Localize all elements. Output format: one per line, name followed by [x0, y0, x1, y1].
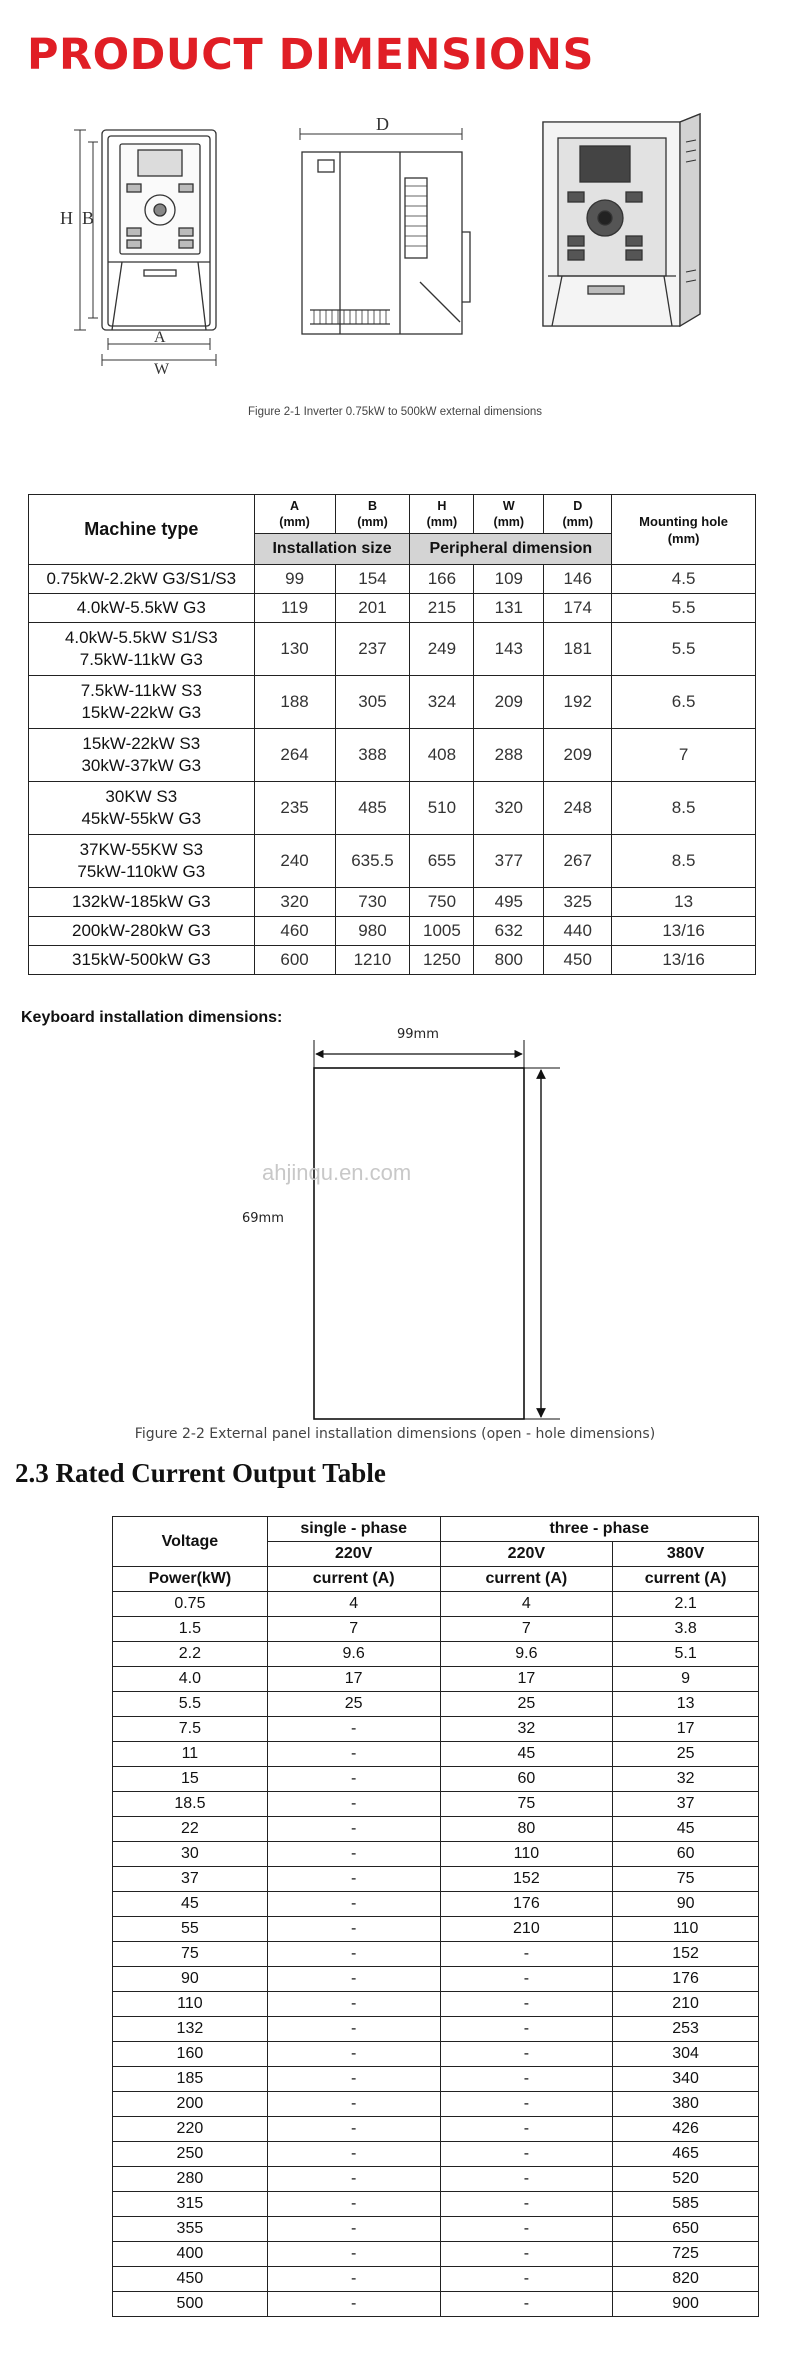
- three-380v-current-cell: 650: [613, 2217, 759, 2242]
- rated-current-table: [112, 1516, 759, 2317]
- table-row: [113, 2042, 759, 2067]
- rated-current-body: [113, 1592, 759, 2317]
- power-cell: 75: [113, 1942, 268, 1967]
- dimensions-table: [28, 494, 756, 975]
- single-220v-current-cell: -: [267, 2242, 440, 2267]
- power-cell: 185: [113, 2067, 268, 2092]
- table-row: [29, 565, 756, 594]
- table-row: [113, 1892, 759, 1917]
- single-220v-current-cell: -: [267, 2192, 440, 2217]
- three-220v-current-cell: -: [440, 2092, 613, 2117]
- three-220v-current-cell: -: [440, 2292, 613, 2317]
- three-380v-current-cell: 900: [613, 2292, 759, 2317]
- header-installation-size: Installation size: [254, 534, 410, 565]
- three-220v-current-cell: -: [440, 1942, 613, 1967]
- mounting-hole-cell: 8.5: [612, 782, 756, 835]
- single-220v-current-cell: -: [267, 2142, 440, 2167]
- single-220v-current-cell: 4: [267, 1592, 440, 1617]
- power-cell: 160: [113, 2042, 268, 2067]
- power-cell: 132: [113, 2017, 268, 2042]
- header-current-three-380: current (A): [613, 1567, 759, 1592]
- power-cell: 37: [113, 1867, 268, 1892]
- three-220v-current-cell: 45: [440, 1742, 613, 1767]
- single-220v-current-cell: 7: [267, 1617, 440, 1642]
- three-220v-current-cell: 9.6: [440, 1642, 613, 1667]
- a-cell: 235: [254, 782, 335, 835]
- three-380v-current-cell: 45: [613, 1817, 759, 1842]
- three-220v-current-cell: 110: [440, 1842, 613, 1867]
- table-row: [29, 623, 756, 676]
- single-220v-current-cell: -: [267, 1767, 440, 1792]
- table-row: [113, 2167, 759, 2192]
- power-cell: 250: [113, 2142, 268, 2167]
- machine-type-cell: 4.0kW-5.5kW S1/S3 7.5kW-11kW G3: [29, 623, 255, 676]
- table-row: [113, 1917, 759, 1942]
- single-220v-current-cell: -: [267, 2117, 440, 2142]
- three-220v-current-cell: 210: [440, 1917, 613, 1942]
- d-cell: 450: [544, 946, 612, 975]
- three-380v-current-cell: 5.1: [613, 1642, 759, 1667]
- h-cell: 324: [410, 676, 474, 729]
- table-row: [113, 2242, 759, 2267]
- a-cell: 264: [254, 729, 335, 782]
- w-cell: 377: [474, 835, 544, 888]
- three-380v-current-cell: 380: [613, 2092, 759, 2117]
- three-380v-current-cell: 9: [613, 1667, 759, 1692]
- mounting-hole-cell: 6.5: [612, 676, 756, 729]
- header-single-phase: single - phase: [267, 1517, 440, 1542]
- three-220v-current-cell: -: [440, 2267, 613, 2292]
- three-380v-current-cell: 340: [613, 2067, 759, 2092]
- table-row: [113, 1992, 759, 2017]
- single-220v-current-cell: -: [267, 1792, 440, 1817]
- machine-type-cell: 37KW-55KW S3 75kW-110kW G3: [29, 835, 255, 888]
- machine-type-cell: 132kW-185kW G3: [29, 888, 255, 917]
- page-title: PRODUCT DIMENSIONS: [27, 30, 594, 80]
- three-220v-current-cell: 176: [440, 1892, 613, 1917]
- power-cell: 450: [113, 2267, 268, 2292]
- power-cell: 110: [113, 1992, 268, 2017]
- h-cell: 655: [410, 835, 474, 888]
- three-380v-current-cell: 520: [613, 2167, 759, 2192]
- single-220v-current-cell: -: [267, 2217, 440, 2242]
- power-cell: 15: [113, 1767, 268, 1792]
- three-380v-current-cell: 820: [613, 2267, 759, 2292]
- three-220v-current-cell: 25: [440, 1692, 613, 1717]
- mounting-hole-cell: 13: [612, 888, 756, 917]
- header-mounting-hole: [612, 495, 756, 565]
- machine-type-cell: 0.75kW-2.2kW G3/S1/S3: [29, 565, 255, 594]
- b-cell: 154: [335, 565, 410, 594]
- power-cell: 500: [113, 2292, 268, 2317]
- three-380v-current-cell: 17: [613, 1717, 759, 1742]
- machine-type-cell: 315kW-500kW G3: [29, 946, 255, 975]
- machine-type-cell: 200kW-280kW G3: [29, 917, 255, 946]
- table-row: [113, 1642, 759, 1667]
- b-cell: 305: [335, 676, 410, 729]
- three-220v-current-cell: -: [440, 2117, 613, 2142]
- mounting-hole-cell: 5.5: [612, 623, 756, 676]
- power-cell: 11: [113, 1742, 268, 1767]
- b-cell: 730: [335, 888, 410, 917]
- w-cell: 320: [474, 782, 544, 835]
- table-row: [113, 1867, 759, 1892]
- power-cell: 220: [113, 2117, 268, 2142]
- header-current-single-220: current (A): [267, 1567, 440, 1592]
- power-cell: 2.2: [113, 1642, 268, 1667]
- table-row: [113, 2092, 759, 2117]
- b-cell: 485: [335, 782, 410, 835]
- w-cell: 131: [474, 594, 544, 623]
- header-d: [544, 495, 612, 534]
- power-cell: 315: [113, 2192, 268, 2217]
- header-b: [335, 495, 410, 534]
- h-cell: 1250: [410, 946, 474, 975]
- three-220v-current-cell: -: [440, 2067, 613, 2092]
- d-cell: 192: [544, 676, 612, 729]
- table-row: [113, 1792, 759, 1817]
- table-row: [113, 2292, 759, 2317]
- watermark: ahjinqu.en.com: [262, 1160, 412, 1185]
- three-220v-current-cell: 75: [440, 1792, 613, 1817]
- h-cell: 408: [410, 729, 474, 782]
- w-cell: 495: [474, 888, 544, 917]
- single-220v-current-cell: -: [267, 1742, 440, 1767]
- table-row: [29, 676, 756, 729]
- power-cell: 22: [113, 1817, 268, 1842]
- single-220v-current-cell: -: [267, 1817, 440, 1842]
- power-cell: 400: [113, 2242, 268, 2267]
- w-cell: 143: [474, 623, 544, 676]
- h-cell: 1005: [410, 917, 474, 946]
- three-380v-current-cell: 2.1: [613, 1592, 759, 1617]
- machine-type-cell: 15kW-22kW S3 30kW-37kW G3: [29, 729, 255, 782]
- dim-label-d: D: [376, 114, 389, 134]
- table-row: [113, 1717, 759, 1742]
- w-cell: 288: [474, 729, 544, 782]
- power-cell: 7.5: [113, 1717, 268, 1742]
- three-220v-current-cell: -: [440, 2042, 613, 2067]
- b-cell: 201: [335, 594, 410, 623]
- three-220v-current-cell: 152: [440, 1867, 613, 1892]
- table-row: [113, 1967, 759, 1992]
- w-cell: 800: [474, 946, 544, 975]
- d-cell: 325: [544, 888, 612, 917]
- h-cell: 166: [410, 565, 474, 594]
- a-cell: 600: [254, 946, 335, 975]
- d-cell: 174: [544, 594, 612, 623]
- b-cell: 237: [335, 623, 410, 676]
- mounting-hole-cell: 4.5: [612, 565, 756, 594]
- d-cell: 209: [544, 729, 612, 782]
- three-220v-current-cell: -: [440, 2242, 613, 2267]
- header-h: [410, 495, 474, 534]
- three-220v-current-cell: -: [440, 2217, 613, 2242]
- header-220v-single: 220V: [267, 1542, 440, 1567]
- header-b-text: B (mm): [357, 499, 388, 529]
- single-220v-current-cell: -: [267, 2267, 440, 2292]
- a-cell: 188: [254, 676, 335, 729]
- three-380v-current-cell: 13: [613, 1692, 759, 1717]
- power-cell: 4.0: [113, 1667, 268, 1692]
- single-220v-current-cell: -: [267, 2292, 440, 2317]
- single-220v-current-cell: -: [267, 1967, 440, 1992]
- dim-label-a: A: [154, 329, 166, 346]
- power-cell: 30: [113, 1842, 268, 1867]
- power-cell: 45: [113, 1892, 268, 1917]
- single-220v-current-cell: -: [267, 1942, 440, 1967]
- dimensions-table-body: [29, 565, 756, 975]
- mounting-hole-cell: 13/16: [612, 946, 756, 975]
- power-cell: 90: [113, 1967, 268, 1992]
- three-380v-current-cell: 110: [613, 1917, 759, 1942]
- table-row: [113, 2142, 759, 2167]
- header-power: Power(kW): [113, 1567, 268, 1592]
- b-cell: 388: [335, 729, 410, 782]
- header-380v: 380V: [613, 1542, 759, 1567]
- d-cell: 181: [544, 623, 612, 676]
- single-220v-current-cell: -: [267, 2067, 440, 2092]
- table-row: [113, 1617, 759, 1642]
- power-cell: 355: [113, 2217, 268, 2242]
- three-380v-current-cell: 75: [613, 1867, 759, 1892]
- three-380v-current-cell: 32: [613, 1767, 759, 1792]
- single-220v-current-cell: -: [267, 1892, 440, 1917]
- width-label: 99mm: [397, 1027, 439, 1042]
- header-w: [474, 495, 544, 534]
- machine-type-cell: 4.0kW-5.5kW G3: [29, 594, 255, 623]
- three-220v-current-cell: 17: [440, 1667, 613, 1692]
- single-220v-current-cell: 25: [267, 1692, 440, 1717]
- power-cell: 0.75: [113, 1592, 268, 1617]
- table-row: [113, 1692, 759, 1717]
- header-d-text: D (mm): [562, 499, 593, 529]
- single-220v-current-cell: -: [267, 1717, 440, 1742]
- header-a: [254, 495, 335, 534]
- d-cell: 267: [544, 835, 612, 888]
- three-220v-current-cell: -: [440, 2142, 613, 2167]
- table-row: [29, 888, 756, 917]
- a-cell: 320: [254, 888, 335, 917]
- three-380v-current-cell: 304: [613, 2042, 759, 2067]
- table-row: [113, 2217, 759, 2242]
- three-220v-current-cell: -: [440, 2167, 613, 2192]
- power-cell: 280: [113, 2167, 268, 2192]
- header-h-text: H (mm): [426, 499, 458, 529]
- header-220v-three: 220V: [440, 1542, 613, 1567]
- header-w-text: W (mm): [493, 499, 525, 529]
- three-220v-current-cell: -: [440, 2192, 613, 2217]
- a-cell: 99: [254, 565, 335, 594]
- d-cell: 146: [544, 565, 612, 594]
- dim-label-b: B: [82, 208, 95, 228]
- single-220v-current-cell: -: [267, 2042, 440, 2067]
- h-cell: 249: [410, 623, 474, 676]
- table-row: [113, 1817, 759, 1842]
- a-cell: 130: [254, 623, 335, 676]
- keyboard-caption: Figure 2-2 External panel installation dimensions (open - hole dimensions): [134, 1426, 656, 1442]
- three-380v-current-cell: 253: [613, 2017, 759, 2042]
- keyboard-section-label: Keyboard installation dimensions:: [21, 1009, 283, 1026]
- front-view-drawing: [74, 130, 216, 366]
- table-row: [113, 1667, 759, 1692]
- single-220v-current-cell: -: [267, 2092, 440, 2117]
- d-cell: 248: [544, 782, 612, 835]
- table-row: [113, 2017, 759, 2042]
- a-cell: 460: [254, 917, 335, 946]
- table-row: [113, 2192, 759, 2217]
- three-380v-current-cell: 152: [613, 1942, 759, 1967]
- h-cell: 215: [410, 594, 474, 623]
- three-380v-current-cell: 37: [613, 1792, 759, 1817]
- header-voltage: Voltage: [113, 1517, 268, 1567]
- power-cell: 200: [113, 2092, 268, 2117]
- table-row: [113, 1592, 759, 1617]
- three-380v-current-cell: 210: [613, 1992, 759, 2017]
- three-220v-current-cell: -: [440, 1967, 613, 1992]
- power-cell: 18.5: [113, 1792, 268, 1817]
- b-cell: 635.5: [335, 835, 410, 888]
- side-view-drawing: [300, 128, 470, 334]
- power-cell: 5.5: [113, 1692, 268, 1717]
- three-380v-current-cell: 426: [613, 2117, 759, 2142]
- table-row: [113, 1842, 759, 1867]
- three-380v-current-cell: 465: [613, 2142, 759, 2167]
- table-row: [113, 2067, 759, 2092]
- header-three-phase: three - phase: [440, 1517, 758, 1542]
- machine-type-cell: 30KW S3 45kW-55kW G3: [29, 782, 255, 835]
- single-220v-current-cell: -: [267, 1842, 440, 1867]
- mounting-hole-cell: 5.5: [612, 594, 756, 623]
- a-cell: 240: [254, 835, 335, 888]
- mounting-hole-cell: 8.5: [612, 835, 756, 888]
- perspective-view-drawing: [543, 114, 700, 326]
- header-current-three-220: current (A): [440, 1567, 613, 1592]
- three-380v-current-cell: 725: [613, 2242, 759, 2267]
- three-220v-current-cell: -: [440, 2017, 613, 2042]
- single-220v-current-cell: -: [267, 2167, 440, 2192]
- mounting-hole-cell: 7: [612, 729, 756, 782]
- three-380v-current-cell: 3.8: [613, 1617, 759, 1642]
- table-row: [113, 1942, 759, 1967]
- table-row: [29, 782, 756, 835]
- header-machine-type: Machine type: [29, 495, 255, 565]
- three-220v-current-cell: 4: [440, 1592, 613, 1617]
- table-row: [113, 1767, 759, 1792]
- figure-caption: Figure 2-1 Inverter 0.75kW to 500kW external dimensions: [247, 406, 543, 418]
- three-220v-current-cell: 60: [440, 1767, 613, 1792]
- header-peripheral-dimension: Peripheral dimension: [410, 534, 612, 565]
- single-220v-current-cell: -: [267, 1867, 440, 1892]
- w-cell: 109: [474, 565, 544, 594]
- inverter-dimension-drawings: [0, 112, 790, 382]
- three-380v-current-cell: 176: [613, 1967, 759, 1992]
- table-row: [29, 917, 756, 946]
- header-a-text: A (mm): [279, 499, 310, 529]
- section-heading: 2.3 Rated Current Output Table: [15, 1458, 386, 1488]
- h-cell: 750: [410, 888, 474, 917]
- mounting-hole-cell: 13/16: [612, 917, 756, 946]
- three-380v-current-cell: 60: [613, 1842, 759, 1867]
- header-mounting-hole-text: Mounting hole (mm): [639, 513, 728, 546]
- single-220v-current-cell: -: [267, 1917, 440, 1942]
- three-380v-current-cell: 90: [613, 1892, 759, 1917]
- height-label: 69mm: [242, 1211, 284, 1226]
- b-cell: 1210: [335, 946, 410, 975]
- w-cell: 209: [474, 676, 544, 729]
- d-cell: 440: [544, 917, 612, 946]
- single-220v-current-cell: 17: [267, 1667, 440, 1692]
- w-cell: 632: [474, 917, 544, 946]
- three-220v-current-cell: -: [440, 1992, 613, 2017]
- dim-label-h: H: [60, 208, 73, 228]
- b-cell: 980: [335, 917, 410, 946]
- table-row: [113, 2117, 759, 2142]
- table-row: [29, 729, 756, 782]
- table-row: [29, 594, 756, 623]
- power-cell: 55: [113, 1917, 268, 1942]
- table-row: [113, 1742, 759, 1767]
- table-row: [29, 835, 756, 888]
- table-row: [113, 2267, 759, 2292]
- three-220v-current-cell: 7: [440, 1617, 613, 1642]
- single-220v-current-cell: -: [267, 1992, 440, 2017]
- table-row: [29, 946, 756, 975]
- keyboard-panel-diagram: [0, 1010, 790, 1430]
- three-220v-current-cell: 80: [440, 1817, 613, 1842]
- panel-cutout-outline: [314, 1068, 524, 1419]
- machine-type-cell: 7.5kW-11kW S3 15kW-22kW G3: [29, 676, 255, 729]
- single-220v-current-cell: -: [267, 2017, 440, 2042]
- a-cell: 119: [254, 594, 335, 623]
- h-cell: 510: [410, 782, 474, 835]
- dim-label-w: W: [154, 361, 170, 378]
- three-220v-current-cell: 32: [440, 1717, 613, 1742]
- three-380v-current-cell: 25: [613, 1742, 759, 1767]
- single-220v-current-cell: 9.6: [267, 1642, 440, 1667]
- power-cell: 1.5: [113, 1617, 268, 1642]
- three-380v-current-cell: 585: [613, 2192, 759, 2217]
